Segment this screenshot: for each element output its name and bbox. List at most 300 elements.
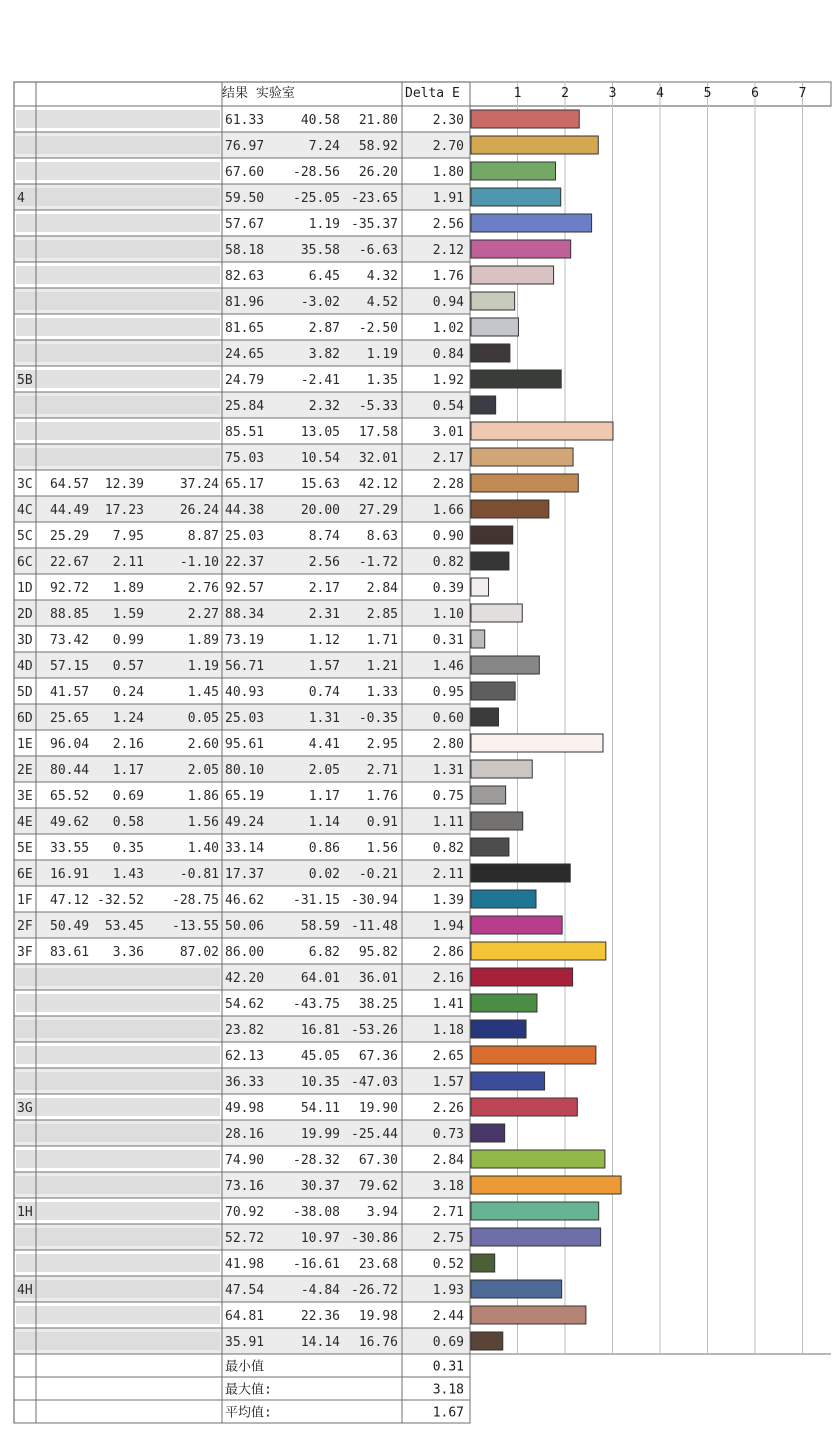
meas-b: 3.94 — [366, 1205, 398, 1220]
ref-l: 50.49 — [50, 919, 90, 934]
meas-b: 38.25 — [358, 997, 398, 1012]
meas-l: 49.98 — [225, 1101, 265, 1116]
meas-a: 6.45 — [308, 269, 340, 284]
meas-a: 7.24 — [308, 139, 340, 154]
delta-e-bar — [471, 1202, 599, 1220]
obscured-cell — [16, 1254, 220, 1272]
row-id: 3G — [17, 1101, 33, 1116]
ref-a: 0.99 — [112, 633, 144, 648]
meas-b: -1.72 — [358, 555, 398, 570]
meas-a: 1.31 — [308, 711, 340, 726]
scale-tick-label: 5 — [703, 86, 712, 101]
meas-b: 1.76 — [366, 789, 398, 804]
delta-e-value: 2.65 — [432, 1049, 464, 1064]
meas-b: 67.30 — [358, 1153, 398, 1168]
ref-a: 1.17 — [112, 763, 144, 778]
delta-e-value: 0.94 — [432, 295, 464, 310]
meas-b: 27.29 — [358, 503, 398, 518]
meas-a: 64.01 — [300, 971, 340, 986]
scale-tick-label: 4 — [656, 86, 664, 101]
ref-a: 1.89 — [112, 581, 144, 596]
meas-l: 70.92 — [225, 1205, 265, 1220]
delta-e-value: 1.02 — [432, 321, 464, 336]
meas-l: 17.37 — [225, 867, 265, 882]
delta-e-bar — [471, 474, 578, 492]
meas-b: 19.90 — [358, 1101, 398, 1116]
delta-e-bar — [471, 318, 518, 336]
meas-a: 35.58 — [300, 243, 340, 258]
row-id: 5C — [17, 529, 33, 544]
bar-layer — [471, 110, 621, 1350]
meas-l: 61.33 — [225, 113, 265, 128]
meas-l: 56.71 — [225, 659, 265, 674]
ref-a: 2.16 — [112, 737, 144, 752]
ref-b: 1.40 — [187, 841, 219, 856]
ref-l: 16.91 — [50, 867, 90, 882]
meas-a: -28.32 — [293, 1153, 340, 1168]
ref-b: 37.24 — [179, 477, 219, 492]
delta-e-value: 2.16 — [432, 971, 464, 986]
meas-b: 67.36 — [358, 1049, 398, 1064]
ref-b: -28.75 — [172, 893, 219, 908]
obscured-cell — [16, 240, 220, 258]
delta-e-bar — [471, 1020, 526, 1038]
meas-a: 20.00 — [300, 503, 340, 518]
delta-e-bar — [471, 396, 496, 414]
meas-b: 36.01 — [358, 971, 398, 986]
obscured-cell — [16, 1020, 220, 1038]
ref-a: 0.57 — [112, 659, 144, 674]
delta-e-bar — [471, 890, 536, 908]
delta-e-bar — [471, 1280, 562, 1298]
meas-l: 57.67 — [225, 217, 265, 232]
meas-a: 1.12 — [308, 633, 340, 648]
meas-l: 86.00 — [225, 945, 265, 960]
delta-e-bar — [471, 760, 532, 778]
meas-l: 88.34 — [225, 607, 265, 622]
meas-l: 67.60 — [225, 165, 265, 180]
delta-e-value: 1.76 — [432, 269, 464, 284]
delta-e-header: Delta E — [405, 86, 460, 101]
meas-b: -53.26 — [351, 1023, 398, 1038]
delta-e-bar — [471, 916, 562, 934]
obscured-cell — [16, 1280, 220, 1298]
delta-e-value: 2.75 — [432, 1231, 464, 1246]
ref-a: 12.39 — [104, 477, 144, 492]
ref-l: 25.29 — [50, 529, 90, 544]
meas-b: 2.71 — [366, 763, 398, 778]
delta-e-value: 1.31 — [432, 763, 464, 778]
obscured-cell — [16, 344, 220, 362]
meas-b: 8.63 — [366, 529, 398, 544]
obscured-cell — [16, 318, 220, 336]
meas-b: 4.32 — [366, 269, 398, 284]
meas-l: 25.84 — [225, 399, 265, 414]
summary-label: 最小值 — [225, 1359, 265, 1375]
delta-e-value: 0.82 — [432, 555, 464, 570]
meas-a: 2.31 — [308, 607, 340, 622]
delta-e-value: 1.80 — [432, 165, 464, 180]
meas-l: 25.03 — [225, 711, 265, 726]
ref-b: 2.27 — [187, 607, 219, 622]
meas-l: 74.90 — [225, 1153, 265, 1168]
obscured-cell — [16, 1124, 220, 1142]
ref-l: 33.55 — [50, 841, 90, 856]
row-id: 5E — [17, 841, 33, 856]
delta-e-value: 2.11 — [432, 867, 464, 882]
scale-tick-label: 3 — [608, 86, 617, 101]
meas-b: 26.20 — [358, 165, 398, 180]
delta-e-bar — [471, 994, 537, 1012]
delta-e-bar — [471, 682, 515, 700]
delta-e-value: 0.31 — [432, 633, 464, 648]
ref-l: 47.12 — [50, 893, 90, 908]
obscured-cell — [16, 396, 220, 414]
meas-a: 58.59 — [300, 919, 340, 934]
ref-l: 96.04 — [50, 737, 90, 752]
obscured-cell — [16, 968, 220, 986]
delta-e-bar — [471, 526, 513, 544]
obscured-cell — [16, 214, 220, 232]
meas-b: 2.95 — [366, 737, 398, 752]
meas-a: -38.08 — [293, 1205, 340, 1220]
meas-a: 14.14 — [300, 1335, 340, 1350]
obscured-cell — [16, 1098, 220, 1116]
ref-b: 2.60 — [187, 737, 219, 752]
meas-l: 92.57 — [225, 581, 265, 596]
delta-e-bar — [471, 370, 561, 388]
meas-b: 1.71 — [366, 633, 398, 648]
meas-l: 28.16 — [225, 1127, 265, 1142]
ref-b: 26.24 — [179, 503, 219, 518]
scale-tick-label: 6 — [751, 86, 759, 101]
obscured-cell — [16, 188, 220, 206]
obscured-cell — [16, 1228, 220, 1246]
delta-e-value: 0.95 — [432, 685, 464, 700]
obscured-cell — [16, 292, 220, 310]
meas-a: 10.54 — [300, 451, 340, 466]
scale-tick-label: 1 — [513, 86, 522, 101]
meas-a: 1.14 — [308, 815, 340, 830]
delta-e-value: 1.41 — [432, 997, 464, 1012]
ref-b: 87.02 — [179, 945, 219, 960]
ref-a: 2.11 — [112, 555, 144, 570]
text-layer — [17, 85, 806, 1421]
row-id: 1F — [17, 893, 33, 908]
obscured-cell — [16, 448, 220, 466]
meas-b: 4.52 — [366, 295, 398, 310]
ref-l: 44.49 — [50, 503, 90, 518]
ref-b: 1.86 — [187, 789, 219, 804]
meas-a: 45.05 — [300, 1049, 340, 1064]
meas-a: 19.99 — [300, 1127, 340, 1142]
row-id: 6C — [17, 555, 33, 570]
delta-e-value: 2.12 — [432, 243, 464, 258]
meas-b: 23.68 — [358, 1257, 398, 1272]
row-id: 4D — [17, 659, 33, 674]
meas-l: 95.61 — [225, 737, 265, 752]
result-lab-header: 结果 实验室 — [222, 86, 295, 101]
row-id: 5D — [17, 685, 33, 700]
meas-a: 54.11 — [300, 1101, 340, 1116]
delta-e-value: 2.17 — [432, 451, 464, 466]
meas-a: 0.74 — [308, 685, 340, 700]
row-id: 4E — [17, 815, 33, 830]
meas-l: 80.10 — [225, 763, 265, 778]
meas-l: 76.97 — [225, 139, 265, 154]
delta-e-value: 0.75 — [432, 789, 464, 804]
meas-b: 42.12 — [358, 477, 398, 492]
meas-a: -31.15 — [293, 893, 340, 908]
ref-a: 1.59 — [112, 607, 144, 622]
delta-e-bar — [471, 500, 549, 518]
meas-a: 22.36 — [300, 1309, 340, 1324]
delta-e-bar — [471, 734, 603, 752]
row-id: 2E — [17, 763, 33, 778]
ref-l: 65.52 — [50, 789, 90, 804]
meas-b: -35.37 — [351, 217, 398, 232]
meas-b: 58.92 — [358, 139, 398, 154]
obscured-cell — [16, 162, 220, 180]
delta-e-value: 2.30 — [432, 113, 464, 128]
ref-l: 57.15 — [50, 659, 90, 674]
delta-e-value: 2.26 — [432, 1101, 464, 1116]
delta-e-value: 1.39 — [432, 893, 464, 908]
meas-b: 17.58 — [358, 425, 398, 440]
delta-e-value: 1.57 — [432, 1075, 464, 1090]
meas-a: 16.81 — [300, 1023, 340, 1038]
obscured-cell — [16, 1332, 220, 1350]
delta-e-bar — [471, 630, 485, 648]
row-id: 2F — [17, 919, 33, 934]
ref-b: 1.56 — [187, 815, 219, 830]
meas-b: 0.91 — [366, 815, 398, 830]
meas-a: -28.56 — [293, 165, 340, 180]
ref-a: 0.58 — [112, 815, 144, 830]
delta-e-bar — [471, 708, 499, 726]
ref-l: 83.61 — [50, 945, 90, 960]
delta-e-value: 2.71 — [432, 1205, 464, 1220]
delta-e-value: 0.52 — [432, 1257, 464, 1272]
meas-l: 52.72 — [225, 1231, 265, 1246]
delta-e-bar — [471, 266, 554, 284]
meas-b: -5.33 — [358, 399, 398, 414]
meas-b: 19.98 — [358, 1309, 398, 1324]
delta-e-bar — [471, 552, 509, 570]
meas-b: 95.82 — [358, 945, 398, 960]
row-id: 6D — [17, 711, 33, 726]
ref-b: 2.76 — [187, 581, 219, 596]
delta-e-bar — [471, 578, 489, 596]
meas-a: 1.57 — [308, 659, 340, 674]
meas-b: 1.19 — [366, 347, 398, 362]
meas-a: -25.05 — [293, 191, 340, 206]
delta-e-value: 3.18 — [432, 1179, 464, 1194]
meas-l: 59.50 — [225, 191, 265, 206]
meas-a: 8.74 — [308, 529, 340, 544]
row-id: 1D — [17, 581, 33, 596]
row-id: 3C — [17, 477, 33, 492]
meas-l: 41.98 — [225, 1257, 265, 1272]
delta-e-value: 0.84 — [432, 347, 464, 362]
ref-l: 22.67 — [50, 555, 90, 570]
meas-l: 85.51 — [225, 425, 265, 440]
ref-b: 2.05 — [187, 763, 219, 778]
meas-b: -47.03 — [351, 1075, 398, 1090]
delta-e-value: 2.80 — [432, 737, 464, 752]
delta-e-bar — [471, 1098, 577, 1116]
obscured-cell — [16, 110, 220, 128]
ref-a: 0.69 — [112, 789, 144, 804]
delta-e-value: 0.73 — [432, 1127, 464, 1142]
obscured-cell — [16, 994, 220, 1012]
delta-e-value: 1.11 — [432, 815, 464, 830]
row-id: 1E — [17, 737, 33, 752]
meas-b: -30.86 — [351, 1231, 398, 1246]
meas-l: 62.13 — [225, 1049, 265, 1064]
delta-e-bar — [471, 110, 579, 128]
meas-b: -23.65 — [351, 191, 398, 206]
ref-a: 1.43 — [112, 867, 144, 882]
ref-b: 1.89 — [187, 633, 219, 648]
meas-a: 2.56 — [308, 555, 340, 570]
ref-l: 88.85 — [50, 607, 90, 622]
meas-l: 82.63 — [225, 269, 265, 284]
delta-e-bar — [471, 1306, 586, 1324]
meas-l: 65.17 — [225, 477, 265, 492]
delta-e-value: 2.28 — [432, 477, 464, 492]
delta-e-bar — [471, 188, 561, 206]
delta-e-bar — [471, 1124, 505, 1142]
delta-e-value: 0.60 — [432, 711, 464, 726]
obscured-cell — [16, 1046, 220, 1064]
delta-e-value: 1.18 — [432, 1023, 464, 1038]
row-id: 5B — [17, 373, 33, 388]
meas-l: 47.54 — [225, 1283, 265, 1298]
delta-e-value: 1.94 — [432, 919, 464, 934]
meas-l: 54.62 — [225, 997, 265, 1012]
row-id: 4H — [17, 1283, 33, 1298]
meas-l: 24.65 — [225, 347, 265, 362]
delta-e-bar — [471, 448, 573, 466]
delta-e-bar — [471, 968, 573, 986]
meas-a: 2.87 — [308, 321, 340, 336]
meas-l: 58.18 — [225, 243, 265, 258]
meas-l: 64.81 — [225, 1309, 265, 1324]
delta-e-bar — [471, 812, 523, 830]
delta-e-bar — [471, 604, 522, 622]
meas-a: 3.82 — [308, 347, 340, 362]
row-id: 6E — [17, 867, 33, 882]
delta-e-bar — [471, 240, 571, 258]
meas-b: -2.50 — [358, 321, 398, 336]
meas-l: 50.06 — [225, 919, 265, 934]
meas-l: 36.33 — [225, 1075, 265, 1090]
ref-b: -13.55 — [172, 919, 219, 934]
delta-e-value: 0.69 — [432, 1335, 464, 1350]
summary-value: 0.31 — [432, 1359, 464, 1375]
row-id: 1H — [17, 1205, 33, 1220]
summary-label: 平均值: — [225, 1405, 272, 1421]
meas-b: 79.62 — [358, 1179, 398, 1194]
meas-a: 10.97 — [300, 1231, 340, 1246]
meas-a: 30.37 — [300, 1179, 340, 1194]
ref-l: 64.57 — [50, 477, 90, 492]
delta-e-bar — [471, 864, 570, 882]
meas-l: 73.19 — [225, 633, 265, 648]
delta-e-bar — [471, 1150, 605, 1168]
ref-a: 17.23 — [104, 503, 144, 518]
delta-e-bar — [471, 136, 598, 154]
meas-b: -0.21 — [358, 867, 398, 882]
meas-a: 4.41 — [308, 737, 340, 752]
delta-e-value: 3.01 — [432, 425, 464, 440]
delta-e-bar — [471, 942, 606, 960]
delta-e-value: 2.44 — [432, 1309, 464, 1324]
delta-e-bar — [471, 1228, 601, 1246]
meas-l: 73.16 — [225, 1179, 265, 1194]
meas-b: 1.56 — [366, 841, 398, 856]
meas-a: 1.19 — [308, 217, 340, 232]
delta-e-value: 1.91 — [432, 191, 464, 206]
obscured-cell — [16, 1202, 220, 1220]
meas-a: 1.17 — [308, 789, 340, 804]
meas-b: 16.76 — [358, 1335, 398, 1350]
meas-a: 13.05 — [300, 425, 340, 440]
ref-a: 53.45 — [104, 919, 144, 934]
ref-l: 73.42 — [50, 633, 90, 648]
delta-e-bar — [471, 1072, 545, 1090]
meas-b: 21.80 — [358, 113, 398, 128]
meas-l: 22.37 — [225, 555, 265, 570]
obscured-cell — [16, 1176, 220, 1194]
row-id: 2D — [17, 607, 33, 622]
delta-e-value: 2.56 — [432, 217, 464, 232]
delta-e-value: 1.92 — [432, 373, 464, 388]
delta-e-value: 1.46 — [432, 659, 464, 674]
ref-a: 0.35 — [112, 841, 144, 856]
delta-e-value: 2.86 — [432, 945, 464, 960]
delta-e-bar — [471, 838, 509, 856]
row-id: 3D — [17, 633, 33, 648]
meas-l: 40.93 — [225, 685, 265, 700]
meas-a: 10.35 — [300, 1075, 340, 1090]
meas-a: 2.32 — [308, 399, 340, 414]
delta-e-value: 1.93 — [432, 1283, 464, 1298]
ref-b: -1.10 — [179, 555, 219, 570]
meas-l: 81.96 — [225, 295, 265, 310]
delta-e-bar — [471, 292, 515, 310]
obscured-cell — [16, 266, 220, 284]
delta-e-bar — [471, 786, 506, 804]
meas-b: 2.84 — [366, 581, 398, 596]
meas-a: -3.02 — [300, 295, 340, 310]
meas-l: 35.91 — [225, 1335, 265, 1350]
delta-e-bar — [471, 422, 613, 440]
delta-e-value: 0.90 — [432, 529, 464, 544]
meas-b: -11.48 — [351, 919, 398, 934]
summary-value: 1.67 — [432, 1405, 464, 1421]
meas-b: 32.01 — [358, 451, 398, 466]
delta-e-value: 0.54 — [432, 399, 464, 414]
meas-a: 0.86 — [308, 841, 340, 856]
delta-e-bar — [471, 1176, 621, 1194]
row-id: 4 — [17, 191, 25, 206]
obscured-cell — [16, 370, 220, 388]
ref-l: 41.57 — [50, 685, 90, 700]
delta-e-value: 2.70 — [432, 139, 464, 154]
delta-e-value: 0.39 — [432, 581, 464, 596]
